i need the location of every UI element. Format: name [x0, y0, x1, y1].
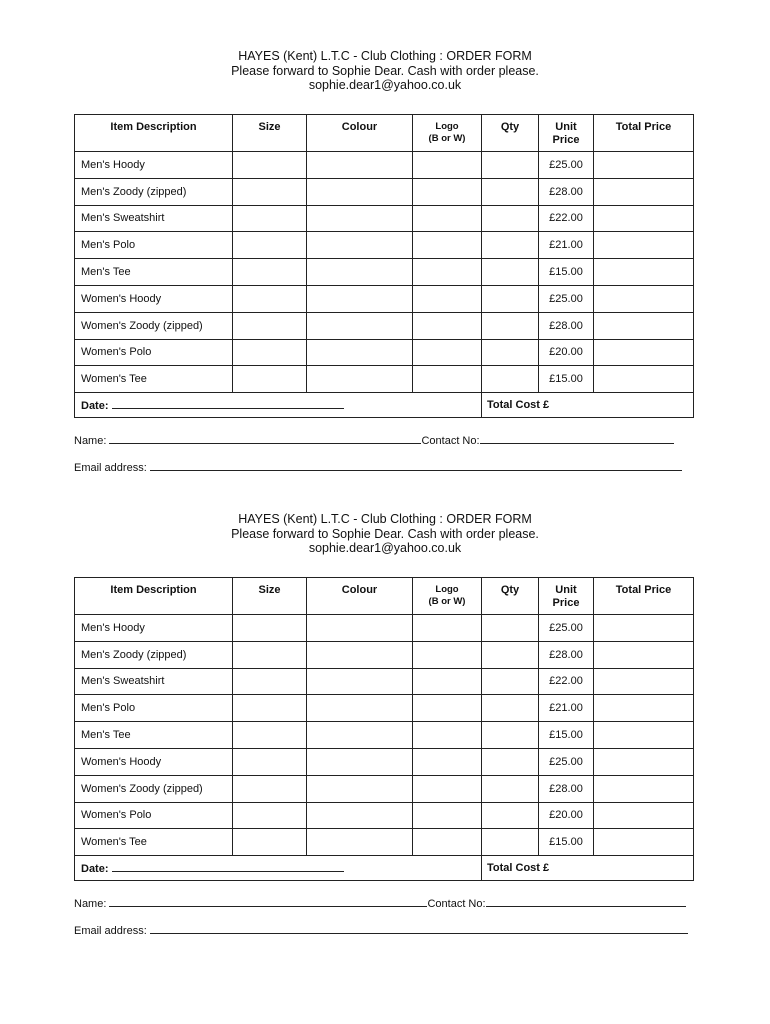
- total-price-cell[interactable]: [594, 748, 694, 775]
- email-line: [74, 460, 682, 474]
- unit-price: £28.00: [539, 641, 594, 668]
- logo-cell[interactable]: [413, 152, 482, 179]
- colour-cell[interactable]: [307, 339, 413, 366]
- total-price-cell[interactable]: [594, 178, 694, 205]
- column-header-size: Size: [233, 115, 307, 152]
- colour-cell[interactable]: [307, 695, 413, 722]
- total-cost-field[interactable]: Total Cost £: [482, 856, 694, 881]
- colour-cell[interactable]: [307, 312, 413, 339]
- item-description: Men's Hoody: [75, 615, 233, 642]
- size-cell[interactable]: [233, 232, 307, 259]
- table-row: [75, 152, 694, 179]
- name-field[interactable]: [109, 433, 421, 444]
- logo-cell[interactable]: [413, 178, 482, 205]
- date-field[interactable]: Date:: [75, 393, 482, 418]
- column-header-total-price: Total Price: [594, 115, 694, 152]
- table-header-row: [75, 115, 694, 152]
- email-field[interactable]: [150, 460, 682, 471]
- colour-cell[interactable]: [307, 722, 413, 749]
- total-price-cell[interactable]: [594, 695, 694, 722]
- item-description: Men's Hoody: [75, 152, 233, 179]
- table-row: [75, 722, 694, 749]
- logo-cell[interactable]: [413, 775, 482, 802]
- colour-cell[interactable]: [307, 641, 413, 668]
- qty-cell[interactable]: [482, 312, 539, 339]
- size-cell[interactable]: [233, 259, 307, 286]
- logo-cell[interactable]: [413, 232, 482, 259]
- table-row: [75, 748, 694, 775]
- form-instructions: Please forward to Sophie Dear. Cash with order please.: [231, 63, 539, 78]
- column-header-total-price: Total Price: [594, 578, 694, 615]
- colour-cell[interactable]: [307, 775, 413, 802]
- size-cell[interactable]: [233, 615, 307, 642]
- colour-cell[interactable]: [307, 668, 413, 695]
- qty-cell[interactable]: [482, 232, 539, 259]
- unit-price: £20.00: [539, 802, 594, 829]
- qty-cell[interactable]: [482, 748, 539, 775]
- unit-price: £20.00: [539, 339, 594, 366]
- total-price-cell[interactable]: [594, 829, 694, 856]
- logo-cell[interactable]: [413, 285, 482, 312]
- logo-cell[interactable]: [413, 366, 482, 393]
- logo-cell[interactable]: [413, 695, 482, 722]
- column-header-colour: Colour: [307, 578, 413, 615]
- colour-cell[interactable]: [307, 748, 413, 775]
- qty-cell[interactable]: [482, 775, 539, 802]
- column-header-qty: Qty: [482, 115, 539, 152]
- table-row: [75, 312, 694, 339]
- colour-cell[interactable]: [307, 802, 413, 829]
- table-row: [75, 285, 694, 312]
- size-cell[interactable]: [233, 366, 307, 393]
- item-description: Men's Polo: [75, 232, 233, 259]
- table-row: [75, 339, 694, 366]
- size-cell[interactable]: [233, 641, 307, 668]
- qty-cell[interactable]: [482, 829, 539, 856]
- contact-label: Contact No:: [427, 898, 486, 910]
- table-row: [75, 232, 694, 259]
- name-label: Name:: [74, 898, 107, 910]
- item-description: Men's Polo: [75, 695, 233, 722]
- logo-cell[interactable]: [413, 259, 482, 286]
- table-row: [75, 615, 694, 642]
- unit-price: £21.00: [539, 232, 594, 259]
- total-price-cell[interactable]: [594, 312, 694, 339]
- form-instructions: Please forward to Sophie Dear. Cash with order please.: [231, 526, 539, 541]
- email-line: [74, 923, 688, 937]
- total-cost-field[interactable]: Total Cost £: [482, 393, 694, 418]
- colour-cell[interactable]: [307, 615, 413, 642]
- total-price-cell[interactable]: [594, 641, 694, 668]
- table-row: [75, 366, 694, 393]
- item-description: Women's Polo: [75, 802, 233, 829]
- unit-price: £28.00: [539, 178, 594, 205]
- total-price-cell[interactable]: [594, 802, 694, 829]
- logo-cell[interactable]: [413, 668, 482, 695]
- total-price-cell[interactable]: [594, 668, 694, 695]
- table-header-row: [75, 578, 694, 615]
- item-description: Women's Zoody (zipped): [75, 775, 233, 802]
- qty-cell[interactable]: [482, 695, 539, 722]
- table-row: [75, 695, 694, 722]
- logo-cell[interactable]: [413, 722, 482, 749]
- unit-price: £21.00: [539, 695, 594, 722]
- table-row: [75, 641, 694, 668]
- form-title: HAYES (Kent) L.T.C - Club Clothing : ORDER FORM: [238, 512, 532, 526]
- email-field[interactable]: [150, 923, 688, 934]
- unit-price: £25.00: [539, 748, 594, 775]
- column-header-item: Item Description: [75, 115, 233, 152]
- item-description: Women's Hoody: [75, 285, 233, 312]
- column-header-colour: Colour: [307, 115, 413, 152]
- logo-cell[interactable]: [413, 339, 482, 366]
- column-header-item: Item Description: [75, 578, 233, 615]
- unit-price: £25.00: [539, 285, 594, 312]
- order-table: [74, 577, 694, 881]
- colour-cell[interactable]: [307, 152, 413, 179]
- contact-label: Contact No:: [421, 435, 480, 447]
- column-header-unit-price: Unit Price: [539, 578, 594, 615]
- table-footer-row: [75, 393, 694, 418]
- table-row: [75, 205, 694, 232]
- unit-price: £28.00: [539, 312, 594, 339]
- contact-email: sophie.dear1@yahoo.co.uk: [308, 78, 462, 92]
- unit-price: £15.00: [539, 829, 594, 856]
- qty-cell[interactable]: [482, 802, 539, 829]
- column-header-logo: Logo (B or W): [413, 115, 482, 152]
- total-price-cell[interactable]: [594, 775, 694, 802]
- logo-cell[interactable]: [413, 641, 482, 668]
- email-label: Email address:: [74, 462, 147, 474]
- table-footer-row: [75, 856, 694, 881]
- contact-email: sophie.dear1@yahoo.co.uk: [308, 541, 462, 555]
- name-contact-line: [74, 433, 674, 447]
- qty-cell[interactable]: [482, 339, 539, 366]
- email-label: Email address:: [74, 925, 147, 937]
- size-cell[interactable]: [233, 748, 307, 775]
- logo-cell[interactable]: [413, 205, 482, 232]
- unit-price: £22.00: [539, 668, 594, 695]
- item-description: Women's Polo: [75, 339, 233, 366]
- total-price-cell[interactable]: [594, 232, 694, 259]
- column-header-logo: Logo (B or W): [413, 578, 482, 615]
- colour-cell[interactable]: [307, 205, 413, 232]
- qty-cell[interactable]: [482, 152, 539, 179]
- qty-cell[interactable]: [482, 615, 539, 642]
- colour-cell[interactable]: [307, 178, 413, 205]
- total-price-cell[interactable]: [594, 259, 694, 286]
- contact-field[interactable]: [480, 433, 674, 444]
- unit-price: £15.00: [539, 259, 594, 286]
- order-form: [0, 49, 770, 474]
- item-description: Men's Tee: [75, 259, 233, 286]
- size-cell[interactable]: [233, 339, 307, 366]
- total-price-cell[interactable]: [594, 205, 694, 232]
- total-price-cell[interactable]: [594, 285, 694, 312]
- name-contact-line: [74, 896, 686, 910]
- qty-cell[interactable]: [482, 668, 539, 695]
- name-label: Name:: [74, 435, 107, 447]
- size-cell[interactable]: [233, 802, 307, 829]
- size-cell[interactable]: [233, 152, 307, 179]
- logo-cell[interactable]: [413, 802, 482, 829]
- total-price-cell[interactable]: [594, 152, 694, 179]
- item-description: Men's Zoody (zipped): [75, 178, 233, 205]
- qty-cell[interactable]: [482, 205, 539, 232]
- form-title: HAYES (Kent) L.T.C - Club Clothing : ORDER FORM: [238, 49, 532, 63]
- date-field[interactable]: Date:: [75, 856, 482, 881]
- total-price-cell[interactable]: [594, 339, 694, 366]
- name-field[interactable]: [109, 896, 427, 907]
- item-description: Men's Tee: [75, 722, 233, 749]
- colour-cell[interactable]: [307, 259, 413, 286]
- item-description: Men's Zoody (zipped): [75, 641, 233, 668]
- logo-cell[interactable]: [413, 748, 482, 775]
- unit-price: £25.00: [539, 615, 594, 642]
- item-description: Men's Sweatshirt: [75, 205, 233, 232]
- colour-cell[interactable]: [307, 285, 413, 312]
- size-cell[interactable]: [233, 829, 307, 856]
- item-description: Women's Tee: [75, 829, 233, 856]
- table-row: [75, 178, 694, 205]
- column-header-size: Size: [233, 578, 307, 615]
- unit-price: £22.00: [539, 205, 594, 232]
- total-price-cell[interactable]: [594, 615, 694, 642]
- column-header-unit-price: Unit Price: [539, 115, 594, 152]
- item-description: Women's Tee: [75, 366, 233, 393]
- size-cell[interactable]: [233, 285, 307, 312]
- colour-cell[interactable]: [307, 232, 413, 259]
- table-row: [75, 259, 694, 286]
- order-form: [0, 512, 770, 937]
- qty-cell[interactable]: [482, 259, 539, 286]
- total-price-cell[interactable]: [594, 366, 694, 393]
- column-header-qty: Qty: [482, 578, 539, 615]
- colour-cell[interactable]: [307, 366, 413, 393]
- qty-cell[interactable]: [482, 722, 539, 749]
- item-description: Women's Zoody (zipped): [75, 312, 233, 339]
- form-header: [0, 49, 770, 93]
- qty-cell[interactable]: [482, 178, 539, 205]
- contact-field[interactable]: [486, 896, 686, 907]
- size-cell[interactable]: [233, 205, 307, 232]
- logo-cell[interactable]: [413, 615, 482, 642]
- item-description: Women's Hoody: [75, 748, 233, 775]
- qty-cell[interactable]: [482, 366, 539, 393]
- unit-price: £15.00: [539, 366, 594, 393]
- colour-cell[interactable]: [307, 829, 413, 856]
- unit-price: £28.00: [539, 775, 594, 802]
- total-price-cell[interactable]: [594, 722, 694, 749]
- size-cell[interactable]: [233, 668, 307, 695]
- size-cell[interactable]: [233, 312, 307, 339]
- item-description: Men's Sweatshirt: [75, 668, 233, 695]
- size-cell[interactable]: [233, 695, 307, 722]
- table-row: [75, 802, 694, 829]
- order-table: [74, 114, 694, 418]
- table-row: [75, 829, 694, 856]
- size-cell[interactable]: [233, 178, 307, 205]
- logo-cell[interactable]: [413, 312, 482, 339]
- form-header: [0, 512, 770, 556]
- size-cell[interactable]: [233, 775, 307, 802]
- logo-cell[interactable]: [413, 829, 482, 856]
- qty-cell[interactable]: [482, 285, 539, 312]
- table-row: [75, 775, 694, 802]
- table-row: [75, 668, 694, 695]
- qty-cell[interactable]: [482, 641, 539, 668]
- unit-price: £15.00: [539, 722, 594, 749]
- size-cell[interactable]: [233, 722, 307, 749]
- unit-price: £25.00: [539, 152, 594, 179]
